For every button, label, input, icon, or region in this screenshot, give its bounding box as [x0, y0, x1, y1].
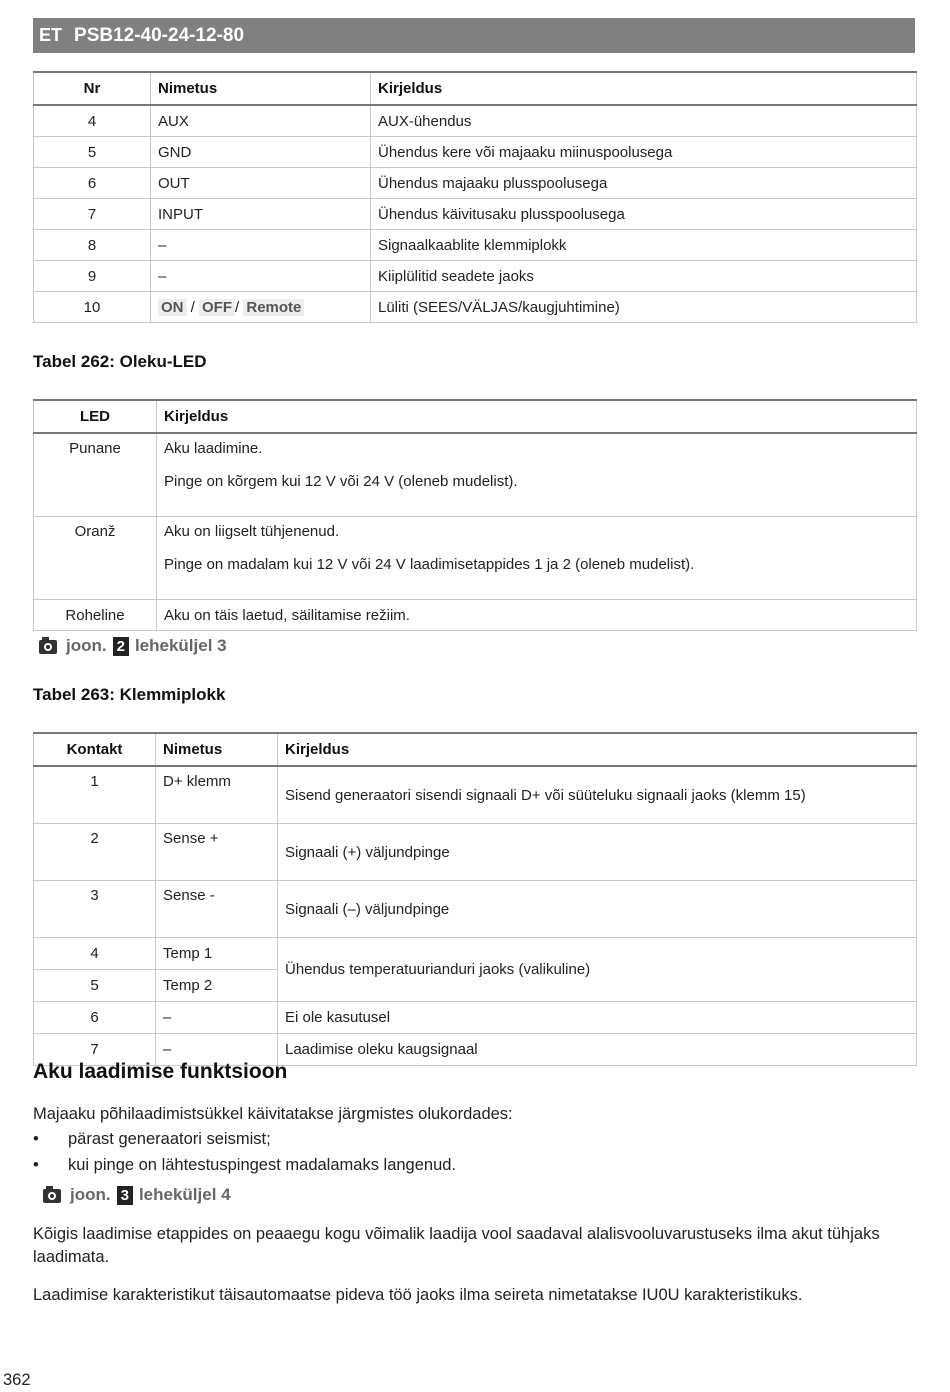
- cell-nr: 5: [34, 137, 151, 168]
- key-separator: /: [235, 298, 240, 316]
- language-tag: ET: [39, 25, 63, 45]
- figure-prefix: joon.: [66, 636, 107, 655]
- table-row: [34, 1002, 917, 1034]
- camera-icon: [38, 636, 60, 656]
- cell-led: Roheline: [34, 600, 157, 631]
- cell-desc: AUX-ühendus: [371, 105, 917, 137]
- key-remote: Remote: [243, 299, 304, 316]
- figure-prefix: joon.: [70, 1185, 111, 1204]
- header-bar: [33, 18, 915, 53]
- cell-name: D+ klemm: [156, 766, 278, 824]
- key-on: ON: [158, 299, 187, 316]
- table-row: [34, 292, 917, 323]
- table-caption-263: Tabel 263: Klemmiplokk: [33, 685, 226, 704]
- col-header-contact: Kontakt: [34, 733, 156, 766]
- list-item: [33, 1156, 456, 1175]
- cell-desc: Ühendus käivitusaku plusspoolusega: [371, 199, 917, 230]
- table-row: [34, 938, 917, 970]
- desc-line: Pinge on kõrgem kui 12 V või 24 V (oleneb mudelist).: [164, 473, 518, 490]
- table-row: [34, 261, 917, 292]
- table-row: [34, 105, 917, 137]
- figure-suffix: leheküljel 3: [134, 636, 227, 655]
- cell-nr: 10: [34, 292, 151, 323]
- table-header-row: [34, 400, 917, 433]
- cell-nr: 4: [34, 105, 151, 137]
- terminal-block-table: [33, 732, 917, 1066]
- col-header-desc: Kirjeldus: [278, 733, 917, 766]
- cell-desc: Sisend generaatori sisendi signaali D+ või süüteluku signaali jaoks (klemm 15): [278, 766, 917, 824]
- table-row: [34, 168, 917, 199]
- cell-desc: Lüliti (SEES/VÄLJAS/kaugjuhtimine): [371, 292, 917, 323]
- section-title: Aku laadimise funktsioon: [33, 1060, 288, 1083]
- figure-reference[interactable]: [38, 636, 227, 656]
- cell-desc: Signaali (+) väljundpinge: [278, 824, 917, 881]
- bullet-mark: •: [33, 1156, 39, 1174]
- cell-desc: Laadimise oleku kaugsignaal: [278, 1034, 917, 1066]
- cell-desc: Signaali (–) väljundpinge: [278, 881, 917, 938]
- list-item-text: pärast generaatori seismist;: [68, 1130, 271, 1148]
- cell-led: Oranž: [34, 517, 157, 600]
- cell-contact: 5: [34, 970, 156, 1002]
- section-intro: Majaaku põhilaadimistsükkel käivitatakse järgmistes olukordades:: [33, 1105, 513, 1123]
- figure-reference[interactable]: [42, 1185, 231, 1205]
- cell-name: OUT: [151, 168, 371, 199]
- bullet-mark: •: [33, 1130, 39, 1148]
- desc-line: Aku on liigselt tühjenenud.: [164, 523, 340, 540]
- connections-table: [33, 71, 917, 323]
- cell-name: –: [156, 1034, 278, 1066]
- table-row: [34, 517, 917, 600]
- list-item: [33, 1130, 271, 1149]
- cell-desc: Signaalkaablite klemmiplokk: [371, 230, 917, 261]
- cell-contact: 4: [34, 938, 156, 970]
- cell-nr: 7: [34, 199, 151, 230]
- table-row: [34, 824, 917, 881]
- figure-number: 3: [117, 1186, 133, 1205]
- cell-name: Temp 1: [156, 938, 278, 970]
- cell-led: Punane: [34, 433, 157, 517]
- cell-desc: Ühendus kere või majaaku miinuspoolusega: [371, 137, 917, 168]
- col-header-led: LED: [34, 400, 157, 433]
- cell-name: –: [151, 230, 371, 261]
- cell-name: Sense +: [156, 824, 278, 881]
- cell-desc: Aku on täis laetud, säilitamise režiim.: [157, 600, 917, 631]
- paragraph: Laadimise karakteristikut täisautomaatse pideva töö jaoks ilma seireta nimetatakse IU0U karakteristikuks.: [33, 1286, 803, 1304]
- col-header-nr: Nr: [34, 72, 151, 105]
- cell-desc: Ei ole kasutusel: [278, 1002, 917, 1034]
- table-row: [34, 433, 917, 517]
- cell-desc: Ühendus temperatuurianduri jaoks (valikuline): [278, 938, 917, 1002]
- desc-line: Aku laadimine.: [164, 440, 263, 457]
- cell-name: AUX: [151, 105, 371, 137]
- cell-contact: 6: [34, 1002, 156, 1034]
- table-row: [34, 137, 917, 168]
- cell-contact: 3: [34, 881, 156, 938]
- cell-desc: [157, 517, 917, 600]
- col-header-desc: Kirjeldus: [371, 72, 917, 105]
- cell-contact: 2: [34, 824, 156, 881]
- desc-line: Pinge on madalam kui 12 V või 24 V laadimisetappides 1 ja 2 (oleneb mudelist).: [164, 556, 695, 573]
- status-led-table: [33, 399, 917, 631]
- table-caption-262: Tabel 262: Oleku-LED: [33, 352, 207, 371]
- cell-name: INPUT: [151, 199, 371, 230]
- cell-nr: 8: [34, 230, 151, 261]
- figure-suffix: leheküljel 4: [138, 1185, 231, 1204]
- model-title: PSB12-40-24-12-80: [74, 24, 245, 46]
- paragraph: Kõigis laadimise etappides on peaaegu kogu võimalik laadija vool saadaval alalisvooluvarustuseks ilma akut tühjaks laadimata.: [33, 1225, 880, 1266]
- table-row: [34, 766, 917, 824]
- camera-icon: [42, 1185, 64, 1205]
- cell-name: –: [151, 261, 371, 292]
- cell-nr: 6: [34, 168, 151, 199]
- col-header-desc: Kirjeldus: [157, 400, 917, 433]
- table-row: [34, 600, 917, 631]
- cell-contact: 1: [34, 766, 156, 824]
- cell-nr: 9: [34, 261, 151, 292]
- col-header-name: Nimetus: [156, 733, 278, 766]
- cell-name: Temp 2: [156, 970, 278, 1002]
- cell-name: –: [156, 1002, 278, 1034]
- table-row: [34, 881, 917, 938]
- table-row: [34, 230, 917, 261]
- list-item-text: kui pinge on lähtestuspingest madalamaks langenud.: [68, 1156, 457, 1174]
- table-header-row: [34, 733, 917, 766]
- table-row: [34, 199, 917, 230]
- cell-contact: 7: [34, 1034, 156, 1066]
- cell-desc: Ühendus majaaku plusspoolusega: [371, 168, 917, 199]
- figure-number: 2: [113, 637, 129, 656]
- col-header-name: Nimetus: [151, 72, 371, 105]
- cell-name: Sense -: [156, 881, 278, 938]
- cell-desc: [157, 433, 917, 517]
- page-number: 362: [3, 1371, 31, 1389]
- key-separator: /: [190, 298, 195, 316]
- cell-desc: Kiiplülitid seadete jaoks: [371, 261, 917, 292]
- key-off: OFF: [199, 299, 235, 316]
- cell-name: GND: [151, 137, 371, 168]
- table-header-row: [34, 72, 917, 105]
- cell-name: [151, 292, 371, 323]
